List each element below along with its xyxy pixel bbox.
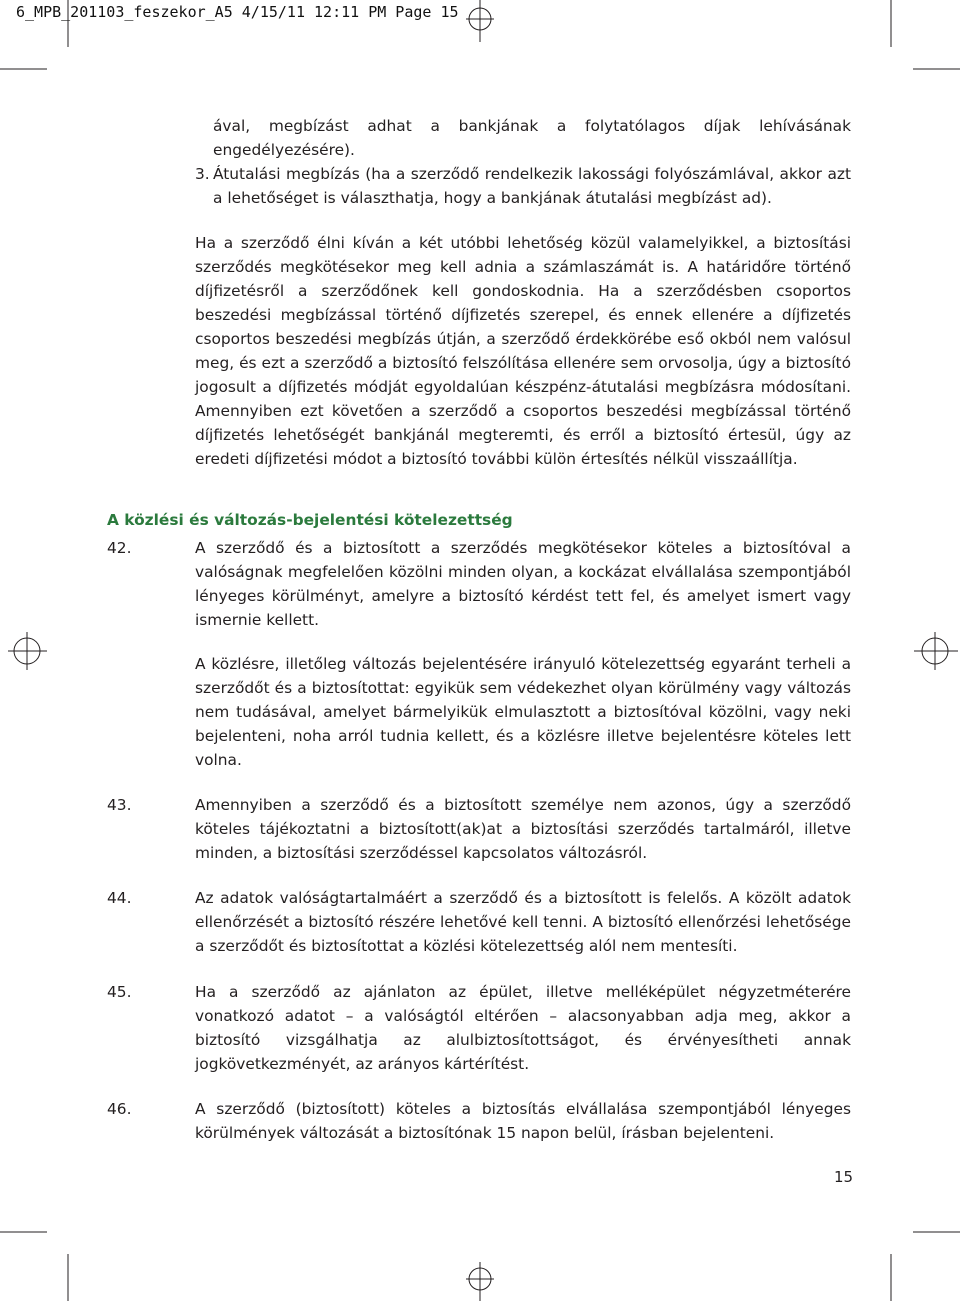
registration-mark-right bbox=[914, 632, 958, 670]
print-slug: 6_MPB_201103_feszekor_A5 4/15/11 12:11 PM Page 15 bbox=[16, 3, 459, 21]
item-text: Ha a szerződő az ajánlaton az épület, illetve melléképület négyzetméterére vonatkozó adatot – a valóságtól eltérően – alacsonyabban adja meg, akkor a biztosító vizsgálhatja az alulbiztosítottságot, és érvényesítheti annak jogkövetkezményét, az arányos kártérítést. bbox=[195, 983, 851, 1073]
item-number: 45. bbox=[107, 983, 132, 1001]
item-number: 44. bbox=[107, 889, 132, 907]
item-text: Az adatok valóságtartalmáért a szerződő és a biztosított is felelős. A közölt adatok ellenőrzését a biztosító részére lehetővé kell tenni. A biztosító ellenőrzési lehetősége a szerződőt és biztosítottat a közlési kötelezettség alól nem mentesíti. bbox=[195, 889, 851, 955]
payment-option-continuation: ával, megbízást adhat a bankjának a folytatólagos díjak lehívásának engedélyezésére). bbox=[213, 117, 851, 159]
registration-mark-bottom bbox=[466, 1262, 494, 1301]
disclosure-paragraph: A közlésre, illetőleg változás bejelentésére irányuló kötelezettség egyaránt terheli a szerződőt és a biztosítottat: egyikük sem védekezhet olyan körülmény vagy változás nem tudásával, amelyet bármelyikük elmulasztott a biztosítóval közölni, vagy neki bejelenteni, noha arról tudnia kellett, és a közlésre illetve bejelentésre köteles lett volna. bbox=[195, 655, 851, 769]
list-item-45 bbox=[107, 980, 851, 1076]
section-heading: A közlési és változás-bejelentési kötelezettség bbox=[107, 511, 513, 529]
list-item-44 bbox=[107, 886, 851, 958]
item-number: 42. bbox=[107, 539, 132, 557]
list-item-42 bbox=[107, 536, 851, 632]
registration-mark-left bbox=[8, 632, 47, 670]
page-number: 15 bbox=[834, 1168, 854, 1186]
list-item-43 bbox=[107, 793, 851, 865]
item-text: Átutalási megbízás (ha a szerződő rendelkezik lakossági folyószámlával, akkor azt a lehetőséget is választhatja, hogy a bankjának átutalási megbízást ad). bbox=[213, 165, 851, 207]
item-text: A szerződő (biztosított) köteles a biztosítás elvállalása szempontjából lényeges körülmények változását a biztosítónak 15 napon belül, írásban bejelenteni. bbox=[195, 1100, 851, 1142]
registration-mark-top bbox=[466, 0, 494, 42]
list-item-3 bbox=[195, 162, 851, 210]
item-text: Amennyiben a szerződő és a biztosított személye nem azonos, úgy a szerződő köteles tájékoztatni a biztosított(ak)at a biztosítási szerződés tartalmáról, illetve minden, a biztosítási szerződéssel kapcsolatos változásról. bbox=[195, 796, 851, 862]
list-item-46 bbox=[107, 1097, 851, 1145]
payment-paragraph: Ha a szerződő élni kíván a két utóbbi lehetőség közül valamelyikkel, a biztosítási szerződés megkötésekor meg kell adnia a számlaszámát is. A határidőre történő díjfizetésről a szerződőnek kell gondoskodnia. Ha a szerződésben csoportos beszedési megbízással történő díjfizetés szerepel, és ennek ellenére a díjfizetés csoportos beszedési megbízás útján, a szerződő érdekkörébe eső okból nem valósul meg, és ezt a szerződő a biztosító felszólítása ellenére sem orvosolja, úgy a biztosító jogosult a díjfizetés módját egyoldalúan készpénz-átutalási megbízásra módosítani. Amennyiben ezt követően a szerződő a csoportos beszedési megbízással történő díjfizetés lehetőségét bankjánál megteremti, és erről a biztosító értesül, úgy az eredeti díjfizetési módot a biztosító további külön értesítés nélkül visszaállítja. bbox=[195, 234, 851, 468]
item-number: 43. bbox=[107, 796, 132, 814]
item-number: 3. bbox=[195, 165, 210, 183]
item-text: A szerződő és a biztosított a szerződés megkötésekor köteles a biztosítóval a valóságnak megfelelően közölni minden olyan, a kockázat elvállalása szempontjából lényeges körülményt, amelyre a biztosító kérdést tett fel, és amelyet ismert vagy ismernie kellett. bbox=[195, 539, 851, 629]
item-number: 46. bbox=[107, 1100, 132, 1118]
